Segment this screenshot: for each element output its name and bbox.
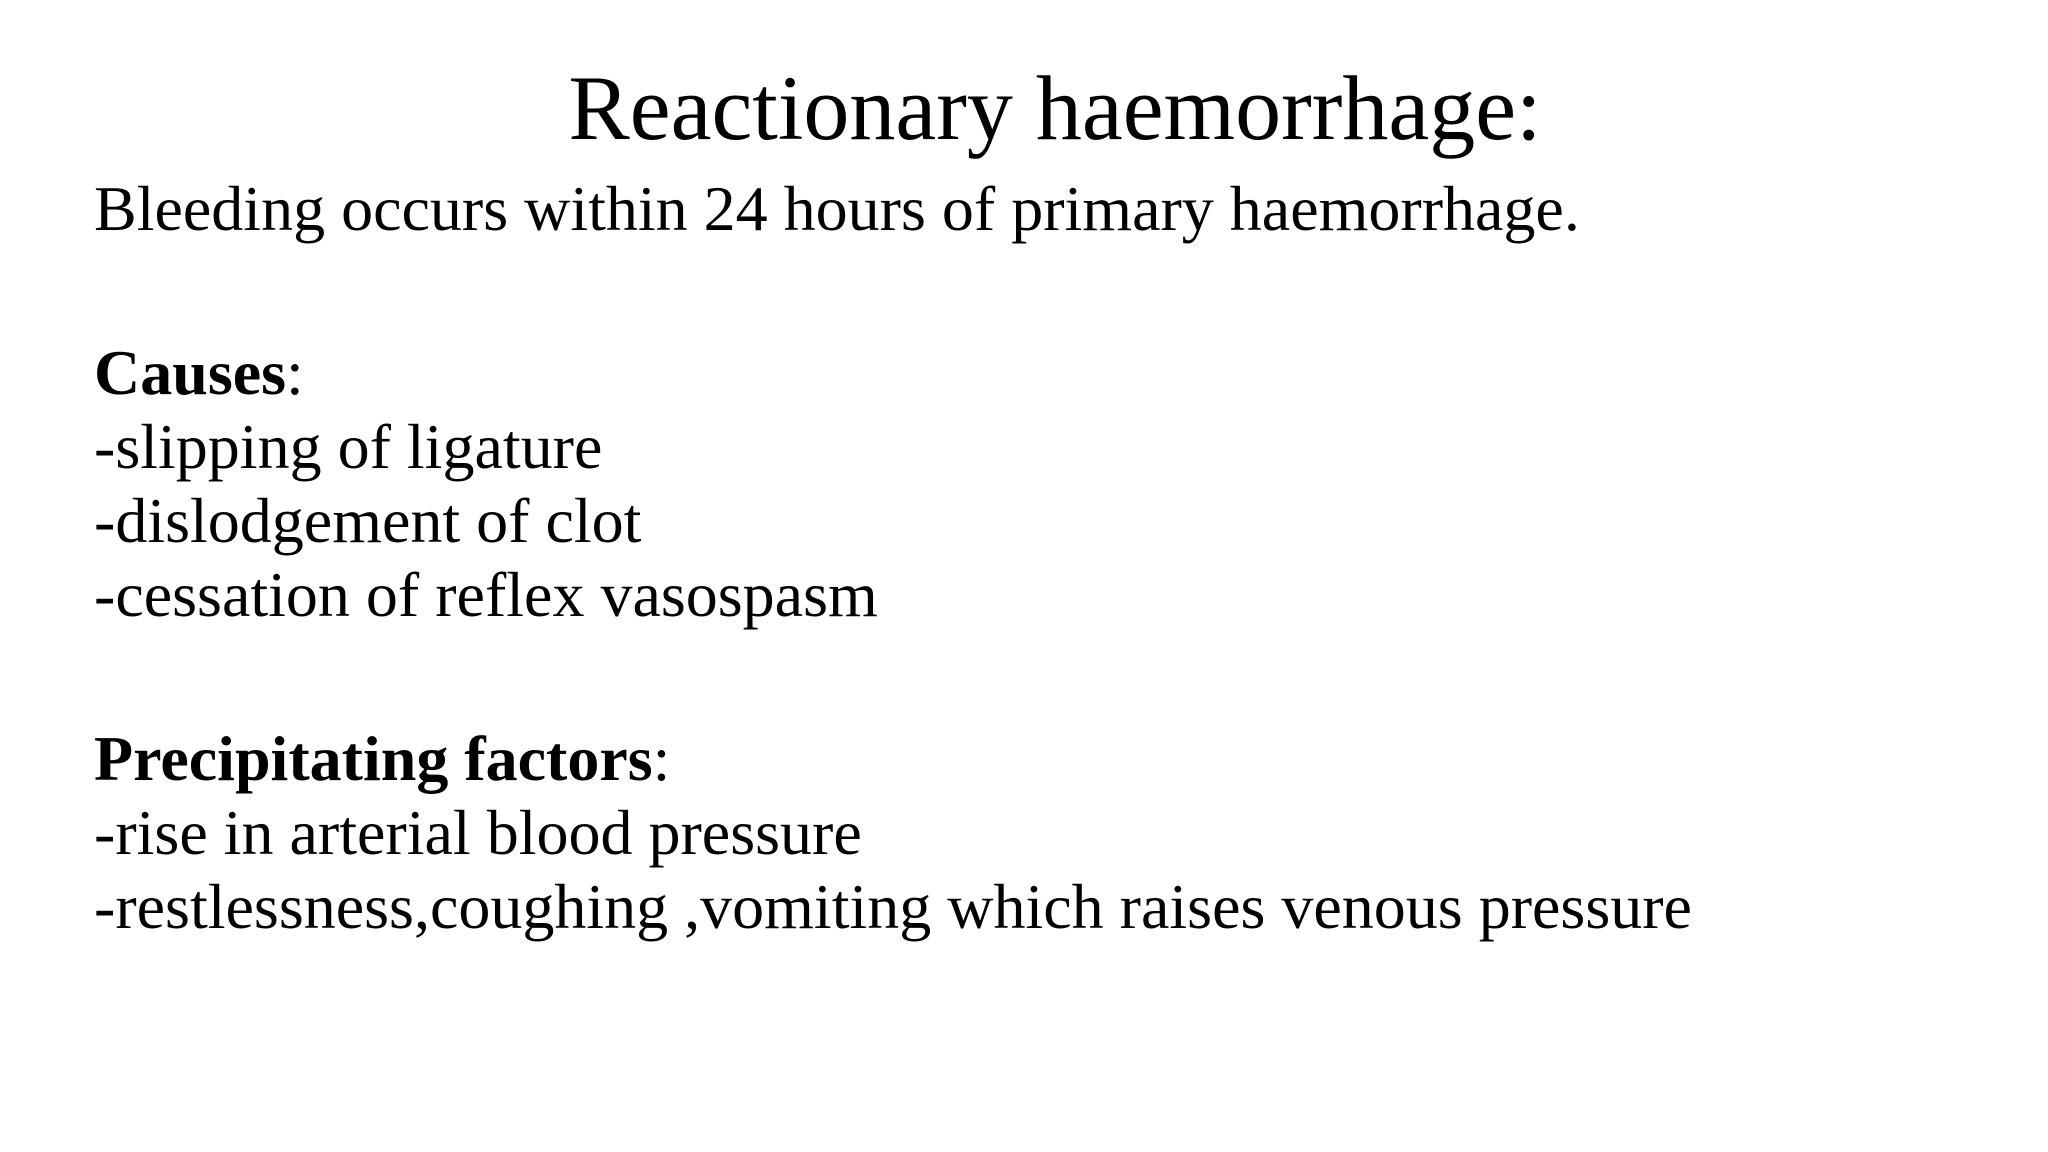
slide-body (94, 172, 1994, 944)
precipitating-item: -restlessness,coughing ,vomiting which raises venous pressure (94, 871, 1692, 942)
precipitating-heading: Precipitating factors (94, 723, 653, 794)
cause-item: -cessation of reflex vasospasm (94, 559, 878, 630)
spacer (94, 632, 1994, 722)
slide-title: Reactionary haemorrhage: (568, 57, 1542, 159)
causes-heading: Causes (94, 337, 287, 408)
precipitating-colon: : (652, 723, 671, 794)
cause-item: -dislodgement of clot (94, 485, 642, 556)
precipitating-heading-line (94, 722, 1994, 796)
precipitating-item: -rise in arterial blood pressure (94, 797, 862, 868)
causes-heading-line (94, 336, 1994, 410)
spacer (94, 246, 1994, 336)
cause-item: -slipping of ligature (94, 411, 603, 482)
causes-colon: : (286, 337, 304, 408)
definition-text: Bleeding occurs within 24 hours of primary haemorrhage. (94, 173, 1580, 244)
